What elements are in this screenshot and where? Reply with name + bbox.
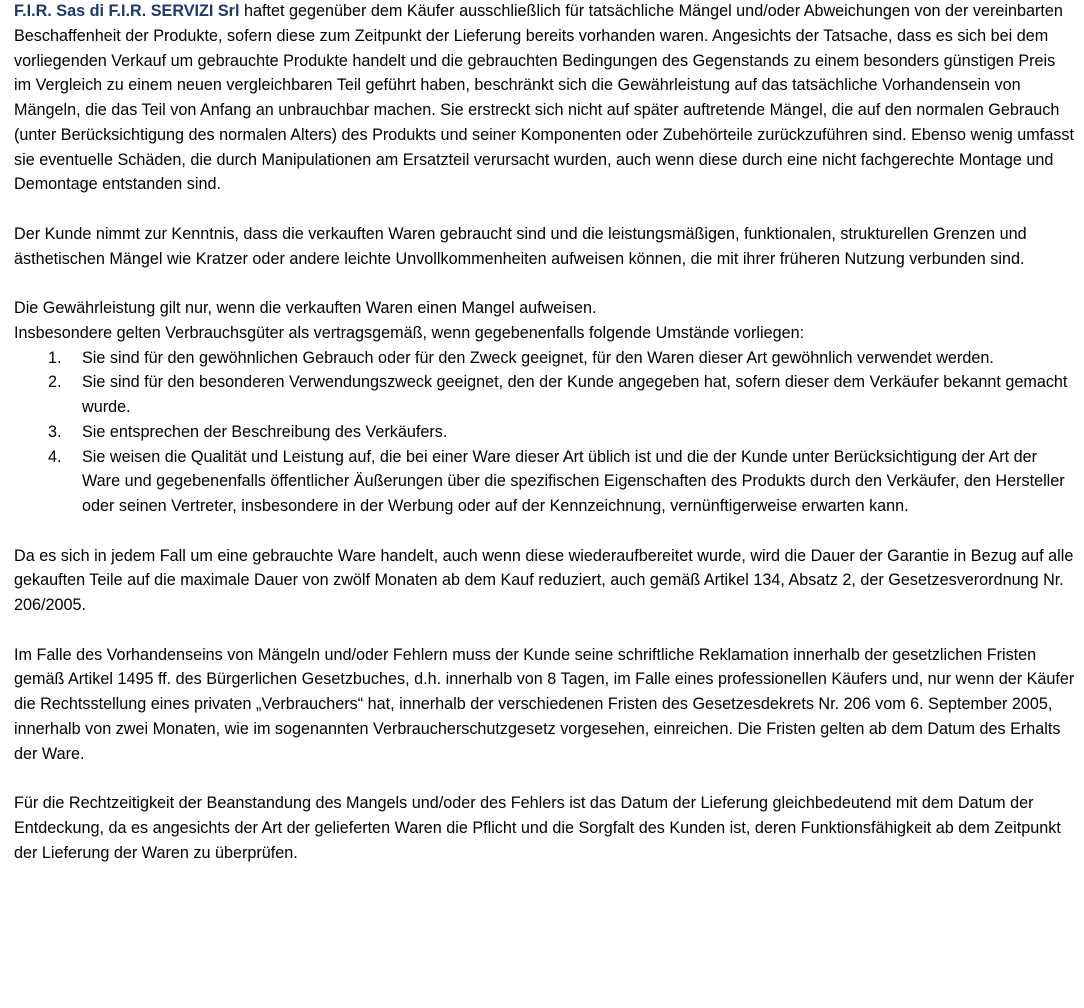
paragraph-timeliness: Für die Rechtzeitigkeit der Beanstandung des Mangels und/oder des Fehlers ist das Datum der Lieferung gleichbedeutend mit dem Datum der Entdeckung, da es angesichts der Art der gelieferten Waren die Pflicht und die Sorgfalt des Kunden ist, deren Funktionsfähigkeit ab dem Zeitpunkt der Lieferung der Waren zu überprüfen. — [14, 794, 1061, 862]
paragraph-used-goods: Der Kunde nimmt zur Kenntnis, dass die verkauften Waren gebraucht sind und die leistungsmäßigen, funktionalen, strukturellen Grenzen und ästhetischen Mängel wie Kratzer oder andere leichte Unvollkommenheiten aufweisen können, die mit ihrer früheren Nutzung verbunden sind. — [14, 224, 1027, 268]
list-item-number: 2. — [48, 373, 62, 392]
company-name: F.I.R. Sas di F.I.R. SERVIZI Srl — [14, 2, 240, 20]
list-item-text: Sie sind für den besonderen Verwendungszweck geeignet, den der Kunde angegeben hat, sofern dieser dem Verkäufer bekannt gemacht wurde. — [82, 373, 1068, 416]
list-item — [14, 346, 1076, 371]
list-item-text: Sie sind für den gewöhnlichen Gebrauch oder für den Zweck geeignet, für den Waren dieser Art gewöhnlich verwendet werden. — [82, 348, 994, 367]
list-item — [14, 445, 1076, 519]
conformity-list — [14, 346, 1076, 519]
paragraph-conformity-intro: Insbesondere gelten Verbrauchsgüter als vertragsgemäß, wenn gegebenenfalls folgende Umstände vorliegen: — [14, 323, 805, 342]
list-item-number: 3. — [48, 422, 62, 441]
paragraph-liability-text: haftet gegenüber dem Käufer ausschließlich für tatsächliche Mängel und/oder Abweichungen von der vereinbarten Beschaffenheit der Produkte, sofern diese zum Zeitpunkt der Lieferung bereits vorhanden waren. Angesichts der Tatsache, dass es sich bei dem vorliegenden Verkauf um gebrauchte Produkte handelt und die gebrauchten Bedingungen des Gegenstands zu einem besonders günstigen Preis im Vergleich zu einem neuen vergleichbaren Teil geführt haben, beschränkt sich die Gewährleistung auf das tatsächliche Vorhandensein von Mängeln, die das Teil von Anfang an unbrauchbar machen. Sie erstreckt sich nicht auf später auftretende Mängel, die auf den normalen Gebrauch (unter Berücksichtigung des normalen Alters) des Produkts und seiner Komponenten oder Zubehörteile zurückzuführen sind. Ebenso wenig umfasst sie eventuelle Schäden, die durch Manipulationen am Ersatzteil verursacht wurden, auch wenn diese durch eine nicht fachgerechte Montage und Demontage entstanden sind. — [14, 2, 1074, 194]
paragraph-warranty-duration: Da es sich in jedem Fall um eine gebrauchte Ware handelt, auch wenn diese wiederaufbereitet wurde, wird die Dauer der Garantie in Bezug auf alle gekauften Teile auf die maximale Dauer von zwölf Monaten ab dem Kauf reduziert, auch gemäß Artikel 134, Absatz 2, der Gesetzesverordnung Nr. 206/2005. — [14, 546, 1074, 614]
list-item-number: 1. — [48, 348, 62, 367]
list-item-text: Sie entsprechen der Beschreibung des Verkäufers. — [82, 422, 448, 441]
paragraph-warranty-condition: Die Gewährleistung gilt nur, wenn die verkauften Waren einen Mangel aufweisen. — [14, 299, 597, 317]
list-item-text: Sie weisen die Qualität und Leistung auf, die bei einer Ware dieser Art üblich ist und die der Kunde unter Berücksichtigung der Art der Ware und gegebenenfalls öffentlicher Äußerungen über die spezifischen Eigenschaften des Produkts durch den Verkäufer, den Hersteller oder seinen Vertreter, insbesondere in der Werbung oder auf der Kennzeichnung, vernünftigerweise erwarten kann. — [82, 447, 1065, 515]
paragraph-liability — [14, 0, 1076, 197]
list-item-number: 4. — [48, 447, 62, 466]
list-item — [14, 420, 1076, 445]
list-item — [14, 370, 1076, 420]
paragraph-complaint-deadlines: Im Falle des Vorhandenseins von Mängeln und/oder Fehlern muss der Kunde seine schriftliche Reklamation innerhalb der gesetzlichen Fristen gemäß Artikel 1495 ff. des Bürgerlichen Gesetzbuches, d.h. innerhalb von 8 Tagen, im Falle eines professionellen Käufers und, nur wenn der Käufer die Rechtsstellung eines privaten „Verbrauchers“ hat, innerhalb der verschiedenen Fristen des Gesetzesdekrets Nr. 206 vom 6. September 2005, innerhalb von zwei Monaten, wie im sogenannten Verbraucherschutzgesetz vorgesehen, einreichen. Die Fristen gelten ab dem Datum des Erhalts der Ware. — [14, 645, 1075, 763]
